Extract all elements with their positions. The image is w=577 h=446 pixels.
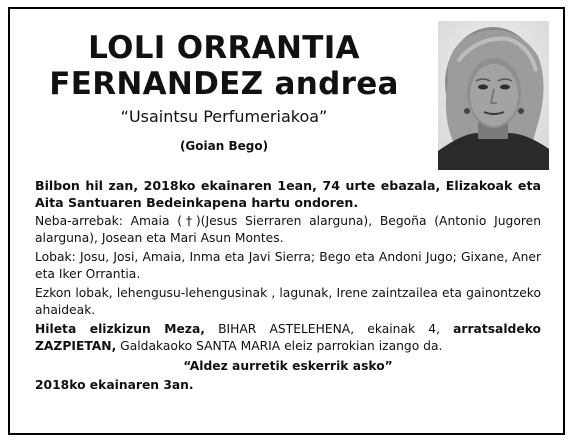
subtitle: “Usaintsu Perfumeriakoa”	[120, 107, 328, 126]
death-announcement: Bilbon hil zan, 2018ko ekainaren 1ean, 74 urte ebazala, Elizakoak eta Aita Santuaren Bedeinkapena hartu ondoren.	[35, 178, 541, 210]
notice-date: 2018ko ekainaren 3an.	[35, 378, 194, 392]
relatives-line: Ezkon lobak, lehengusu-lehengusinak , lagunak, Irene zaintzailea eta gainontzeko ahaideak.	[35, 286, 541, 317]
notice-body	[35, 177, 541, 396]
funeral-time: arratsaldeko ZAZPIETAN,	[35, 322, 541, 353]
name-line-1: LOLI ORRANTIA	[88, 30, 360, 66]
funeral-line	[35, 321, 541, 355]
name-line-2: FERNANDEZ andrea	[49, 66, 399, 102]
funeral-label: Hileta elizkizun Meza,	[35, 322, 205, 336]
thanks-line: “Aldez aurretik eskerrik asko”	[183, 359, 393, 373]
nephews-line: Lobak: Josu, Josi, Amaia, Inma eta Javi Sierra; Bego eta Andoni Jugo; Gixane, Aner eta Iker Orrantia.	[35, 250, 541, 281]
funeral-day: BIHAR ASTELEHENA, ekainak 4,	[204, 322, 454, 336]
deceased-name	[24, 30, 424, 102]
portrait-photo	[438, 21, 549, 170]
portrait-icon	[438, 21, 549, 170]
siblings-line: Neba-arrebak: Amaia (†)(Jesus Sierraren alarguna), Begoña (Antonio Jugoren alarguna), Josean eta Mari Asun Montes.	[35, 214, 541, 245]
funeral-place: Galdakaoko SANTA MARIA eleiz parrokian izango da.	[116, 339, 443, 353]
goian-bego: (Goian Bego)	[179, 139, 269, 153]
